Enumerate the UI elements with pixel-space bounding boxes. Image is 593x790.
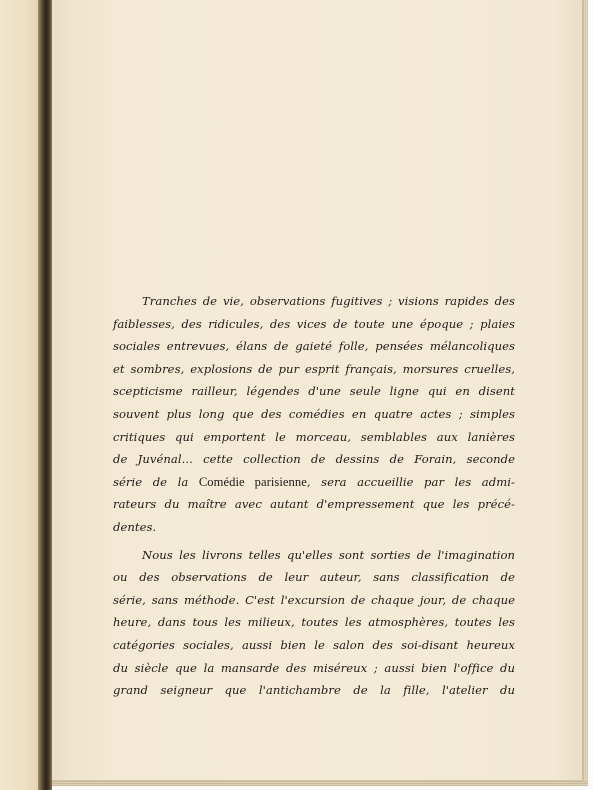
text-line: grand seigneur que l'antichambre de la fille, l'atelier du (113, 683, 515, 698)
text-line: scepticisme railleur, légendes d'une seule ligne qui en disent (113, 384, 515, 399)
text-line: Tranches de vie, observations fugitives ; visions rapides des (142, 294, 515, 308)
text-line: dentes. (113, 519, 157, 534)
text-line-with-title (113, 471, 515, 494)
book-gutter (38, 0, 52, 790)
text-line: faiblesses, des ridicules, des vices de toute une époque ; plaies (113, 316, 515, 331)
paragraph-2 (113, 544, 515, 702)
page-stack-edge-right (582, 0, 588, 785)
text-line: critiques qui emportent le morceau, semblables aux lanières (113, 429, 515, 444)
text-line: heure, dans tous les milieux, toutes les atmosphères, toutes les (113, 615, 515, 630)
page-stack-edge-bottom (50, 780, 588, 786)
text-line: du siècle que la mansarde des miséreux ; aussi bien l'office du (113, 660, 515, 675)
text-segment: série de la (113, 474, 199, 489)
text-line: de Juvénal... cette collection de dessins de Forain, seconde (113, 452, 515, 467)
text-line: série, sans méthode. C'est l'excursion de chaque jour, de chaque (113, 592, 515, 607)
text-line: et sombres, explosions de pur esprit français, morsures cruelles, (113, 361, 515, 376)
text-line: ou des observations de leur auteur, sans classification de (113, 570, 515, 585)
text-line: Nous les livrons telles qu'elles sont sorties de l'imagination (142, 547, 515, 562)
text-line: catégories sociales, aussi bien le salon des soi-disant heureux (113, 637, 515, 652)
text-line: rateurs du maître avec autant d'empressement que les précé- (113, 497, 515, 512)
paragraph-1 (113, 290, 515, 539)
work-title: Comédie parisienne (198, 474, 307, 489)
text-line: sociales entrevues, élans de gaieté folle, pensées mélancoliques (113, 339, 515, 354)
page-text (113, 290, 515, 702)
text-line: souvent plus long que des comédies en quatre actes ; simples (113, 406, 515, 421)
text-segment: , sera accueillie par les admi- (306, 474, 515, 489)
